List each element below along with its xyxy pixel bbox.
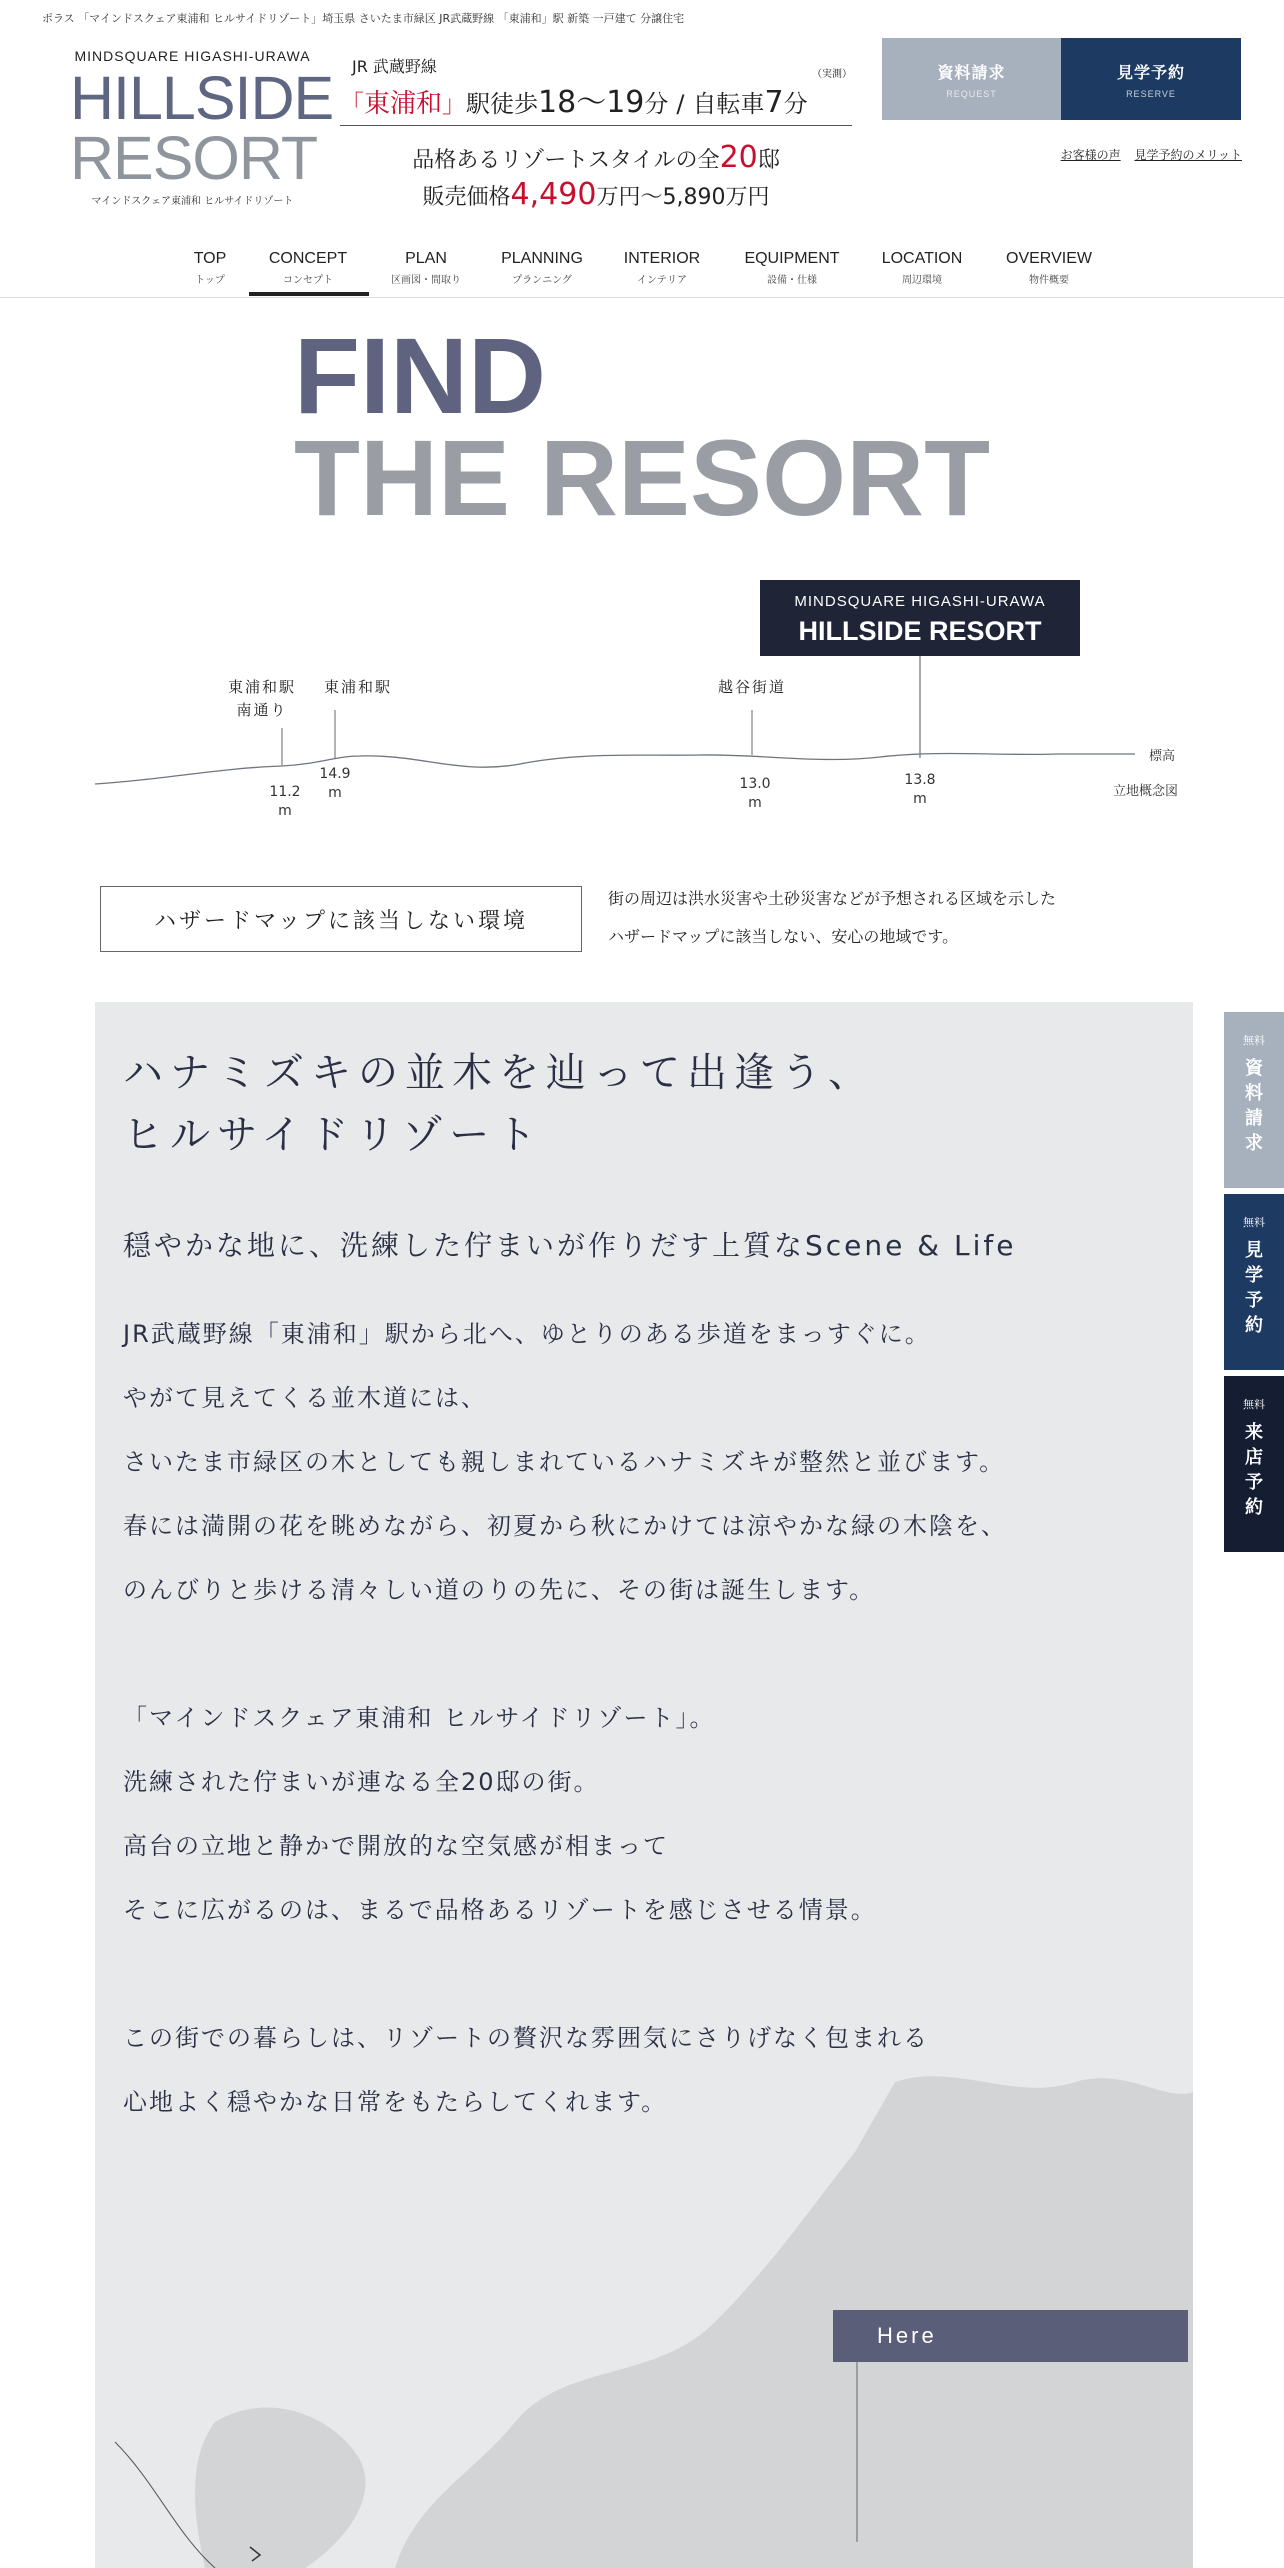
reserve-button-en: RESERVE — [1126, 89, 1176, 99]
nav-plan-jp: 区画図・間取り — [391, 275, 461, 286]
logo-word-hillside: HILLSIDE — [70, 64, 334, 132]
nav-equipment-en: EQUIPMENT — [744, 250, 840, 267]
elev-1-value: 11.2 — [269, 784, 301, 800]
price-unit-mid: 万円〜 — [596, 185, 663, 210]
nav-overview[interactable] — [994, 250, 1104, 286]
nav-planning-en: PLANNING — [501, 250, 583, 267]
nav-concept-en: CONCEPT — [268, 250, 348, 267]
elevation-diagram — [0, 560, 1284, 820]
diagram-caption: 立地概念図 — [1112, 784, 1178, 799]
train-line: JR 武蔵野線 — [352, 57, 437, 76]
terrain-line — [95, 753, 1135, 784]
body-line: 心地よく穏やかな日常をもたらしてくれます。 — [123, 2088, 668, 2116]
side-request-label: 資料請求 — [1245, 1058, 1263, 1154]
axis-label-elevation: 標高 — [1148, 749, 1175, 764]
bracket-close: 」 — [442, 90, 467, 118]
logo-en-top: MINDSQUARE HIGASHI-URAWA — [74, 48, 311, 64]
request-button[interactable] — [882, 38, 1061, 120]
bike-minutes: 7 — [764, 85, 784, 120]
nav-plan[interactable] — [386, 250, 466, 286]
nav-equipment-jp: 設備・仕様 — [767, 275, 817, 286]
nav-location-en: LOCATION — [881, 250, 963, 267]
concept-subheading: 穏やかな地に、洗練した佇まいが作りだす上質なScene & Life — [123, 1229, 1017, 1262]
visit-merit-link[interactable]: 見学予約のメリット — [1134, 148, 1242, 162]
hero-title-find: FIND — [294, 315, 546, 436]
request-button-label: 資料請求 — [937, 63, 1006, 82]
bike-label: 自転車 — [692, 90, 765, 118]
elev-4-unit: m — [913, 791, 927, 807]
price-prefix: 販売価格 — [422, 185, 511, 210]
side-visit-button[interactable] — [1224, 1376, 1284, 1552]
paragraph-gap — [123, 1942, 1007, 2006]
nav-location-jp: 周辺環境 — [902, 275, 942, 286]
nav-top[interactable] — [190, 250, 230, 286]
concept-panel — [95, 1002, 1193, 2568]
elev-2-unit: m — [328, 785, 342, 801]
side-reserve-button[interactable] — [1224, 1194, 1284, 1370]
badge-main-text: HILLSIDE RESORT — [798, 616, 1042, 646]
nav-top-en: TOP — [193, 250, 227, 267]
customer-voice-link[interactable]: お客様の声 — [1060, 148, 1121, 162]
label-station: 東浦和駅 — [323, 678, 393, 696]
price-line — [340, 177, 852, 212]
elev-3-value: 13.0 — [739, 776, 771, 792]
units-prefix: 品格あるリゾートスタイルの全 — [412, 148, 720, 173]
nav-interior-en: INTERIOR — [623, 250, 701, 267]
bracket-open: 「 — [340, 90, 364, 118]
logo-jp-subtitle: マインドスクェア東浦和 ヒルサイドリゾート — [91, 196, 294, 207]
nav-overview-en: OVERVIEW — [1006, 250, 1092, 267]
body-line: JR武蔵野線「東浦和」駅から北へ、ゆとりのある歩道をまっすぐに。 — [123, 1320, 931, 1348]
label-south-exit-2: 南通り — [236, 701, 288, 719]
hazard-text-line-2: ハザードマップに該当しない、安心の地域です。 — [608, 927, 959, 946]
units-count: 20 — [719, 140, 758, 175]
logo-word-resort: RESORT — [70, 124, 318, 192]
elev-1-unit: m — [278, 803, 292, 819]
price-unit-end: 万円 — [725, 185, 770, 210]
nav-top-jp: トップ — [195, 275, 225, 286]
side-reserve-label: 見学予約 — [1245, 1240, 1263, 1336]
nav-active-indicator — [249, 292, 369, 296]
side-request-button[interactable] — [1224, 1012, 1284, 1188]
body-line: そこに広がるのは、まるで品格あるリゾートを感じさせる情景。 — [123, 1896, 877, 1924]
hazard-text-line-1: 街の周辺は洪水災害や土砂災害などが予想される区域を示した — [608, 889, 1057, 908]
label-south-exit-1: 東浦和駅 — [227, 678, 297, 696]
nav-interior-jp: インテリア — [637, 275, 687, 286]
global-nav — [0, 250, 1284, 298]
elev-4-value: 13.8 — [904, 772, 936, 788]
reserve-button-label: 見学予約 — [1116, 63, 1185, 82]
side-request-free: 無料 — [1243, 1034, 1265, 1047]
nav-interior[interactable] — [612, 250, 712, 286]
header-sublinks — [1051, 146, 1242, 163]
body-line: 「マインドスクェア東浦和 ヒルサイドリゾート」。 — [123, 1704, 716, 1732]
price-low: 4,490 — [510, 177, 597, 212]
hazard-heading-box: ハザードマップに該当しない環境 — [100, 886, 582, 952]
request-button-en: REQUEST — [946, 89, 997, 99]
nav-equipment[interactable] — [736, 250, 848, 286]
nav-planning[interactable] — [492, 250, 592, 286]
paragraph-gap — [123, 1622, 1007, 1686]
body-line: さいたま市緑区の木としても親しまれているハナミズキが整然と並びます。 — [123, 1448, 1006, 1476]
nav-concept[interactable] — [258, 250, 358, 286]
body-line: 春には満開の花を眺めながら、初夏から秋にかけては涼やかな緑の木陰を、 — [123, 1512, 1007, 1540]
walk-minutes: 18〜19 — [538, 85, 645, 120]
hazard-description — [608, 880, 1188, 956]
concept-body — [123, 1302, 1007, 2134]
units-suffix: 邸 — [757, 148, 780, 173]
walk-label: 駅徒歩 — [466, 90, 539, 118]
nav-concept-jp: コンセプト — [283, 275, 333, 286]
label-koshigaya: 越谷街道 — [717, 678, 787, 696]
measured-note: （実測） — [812, 69, 852, 80]
here-marker-label: Here — [833, 2310, 1188, 2362]
body-line: 高台の立地と静かで開放的な空気感が相まって — [123, 1832, 669, 1860]
nav-planning-jp: プランニング — [512, 275, 572, 286]
side-visit-free: 無料 — [1243, 1398, 1265, 1411]
elev-3-unit: m — [748, 795, 762, 811]
body-line: やがて見えてくる並木道には、 — [123, 1384, 487, 1412]
site-logo[interactable] — [70, 48, 334, 207]
hero-title-resort: THE RESORT — [294, 417, 991, 538]
side-visit-label: 来店予約 — [1245, 1422, 1263, 1518]
concept-heading-line-1: ハナミズキの並木を辿って出逢う、 — [123, 1050, 875, 1096]
bike-unit: 分 — [783, 90, 808, 118]
reserve-button[interactable] — [1061, 38, 1241, 120]
body-line: のんびりと歩ける清々しい道のりの先に、その街は誕生します。 — [123, 1576, 876, 1604]
concept-heading-line-2: ヒルサイドリゾート — [123, 1112, 544, 1158]
separator-slash: / — [676, 90, 685, 118]
station-name: 東浦和 — [364, 89, 443, 119]
walk-unit: 分 — [644, 90, 669, 118]
concept-heading — [123, 1042, 875, 1166]
nav-overview-jp: 物件概要 — [1029, 275, 1069, 286]
elev-2-value: 14.9 — [319, 766, 351, 782]
nav-plan-en: PLAN — [405, 250, 447, 267]
walk-time — [340, 69, 852, 126]
body-line: 洗練された佇まいが連なる全20邸の街。 — [123, 1768, 600, 1796]
units-line — [340, 140, 852, 175]
nav-location[interactable] — [872, 250, 972, 286]
price-high: 5,890 — [662, 185, 726, 210]
access-info — [340, 54, 852, 212]
side-reserve-free: 無料 — [1243, 1216, 1265, 1229]
badge-top-text: MINDSQUARE HIGASHI-URAWA — [794, 593, 1046, 610]
site-description: ポラス 「マインドスクェア東浦和 ヒルサイドリゾート」埼玉県 さいたま市緑区 JR武蔵野線 「東浦和」駅 新築 一戸建て 分譲住宅 — [42, 12, 685, 25]
body-line: この街での暮らしは、リゾートの贅沢な雰囲気にさりげなく包まれる — [123, 2024, 929, 2052]
